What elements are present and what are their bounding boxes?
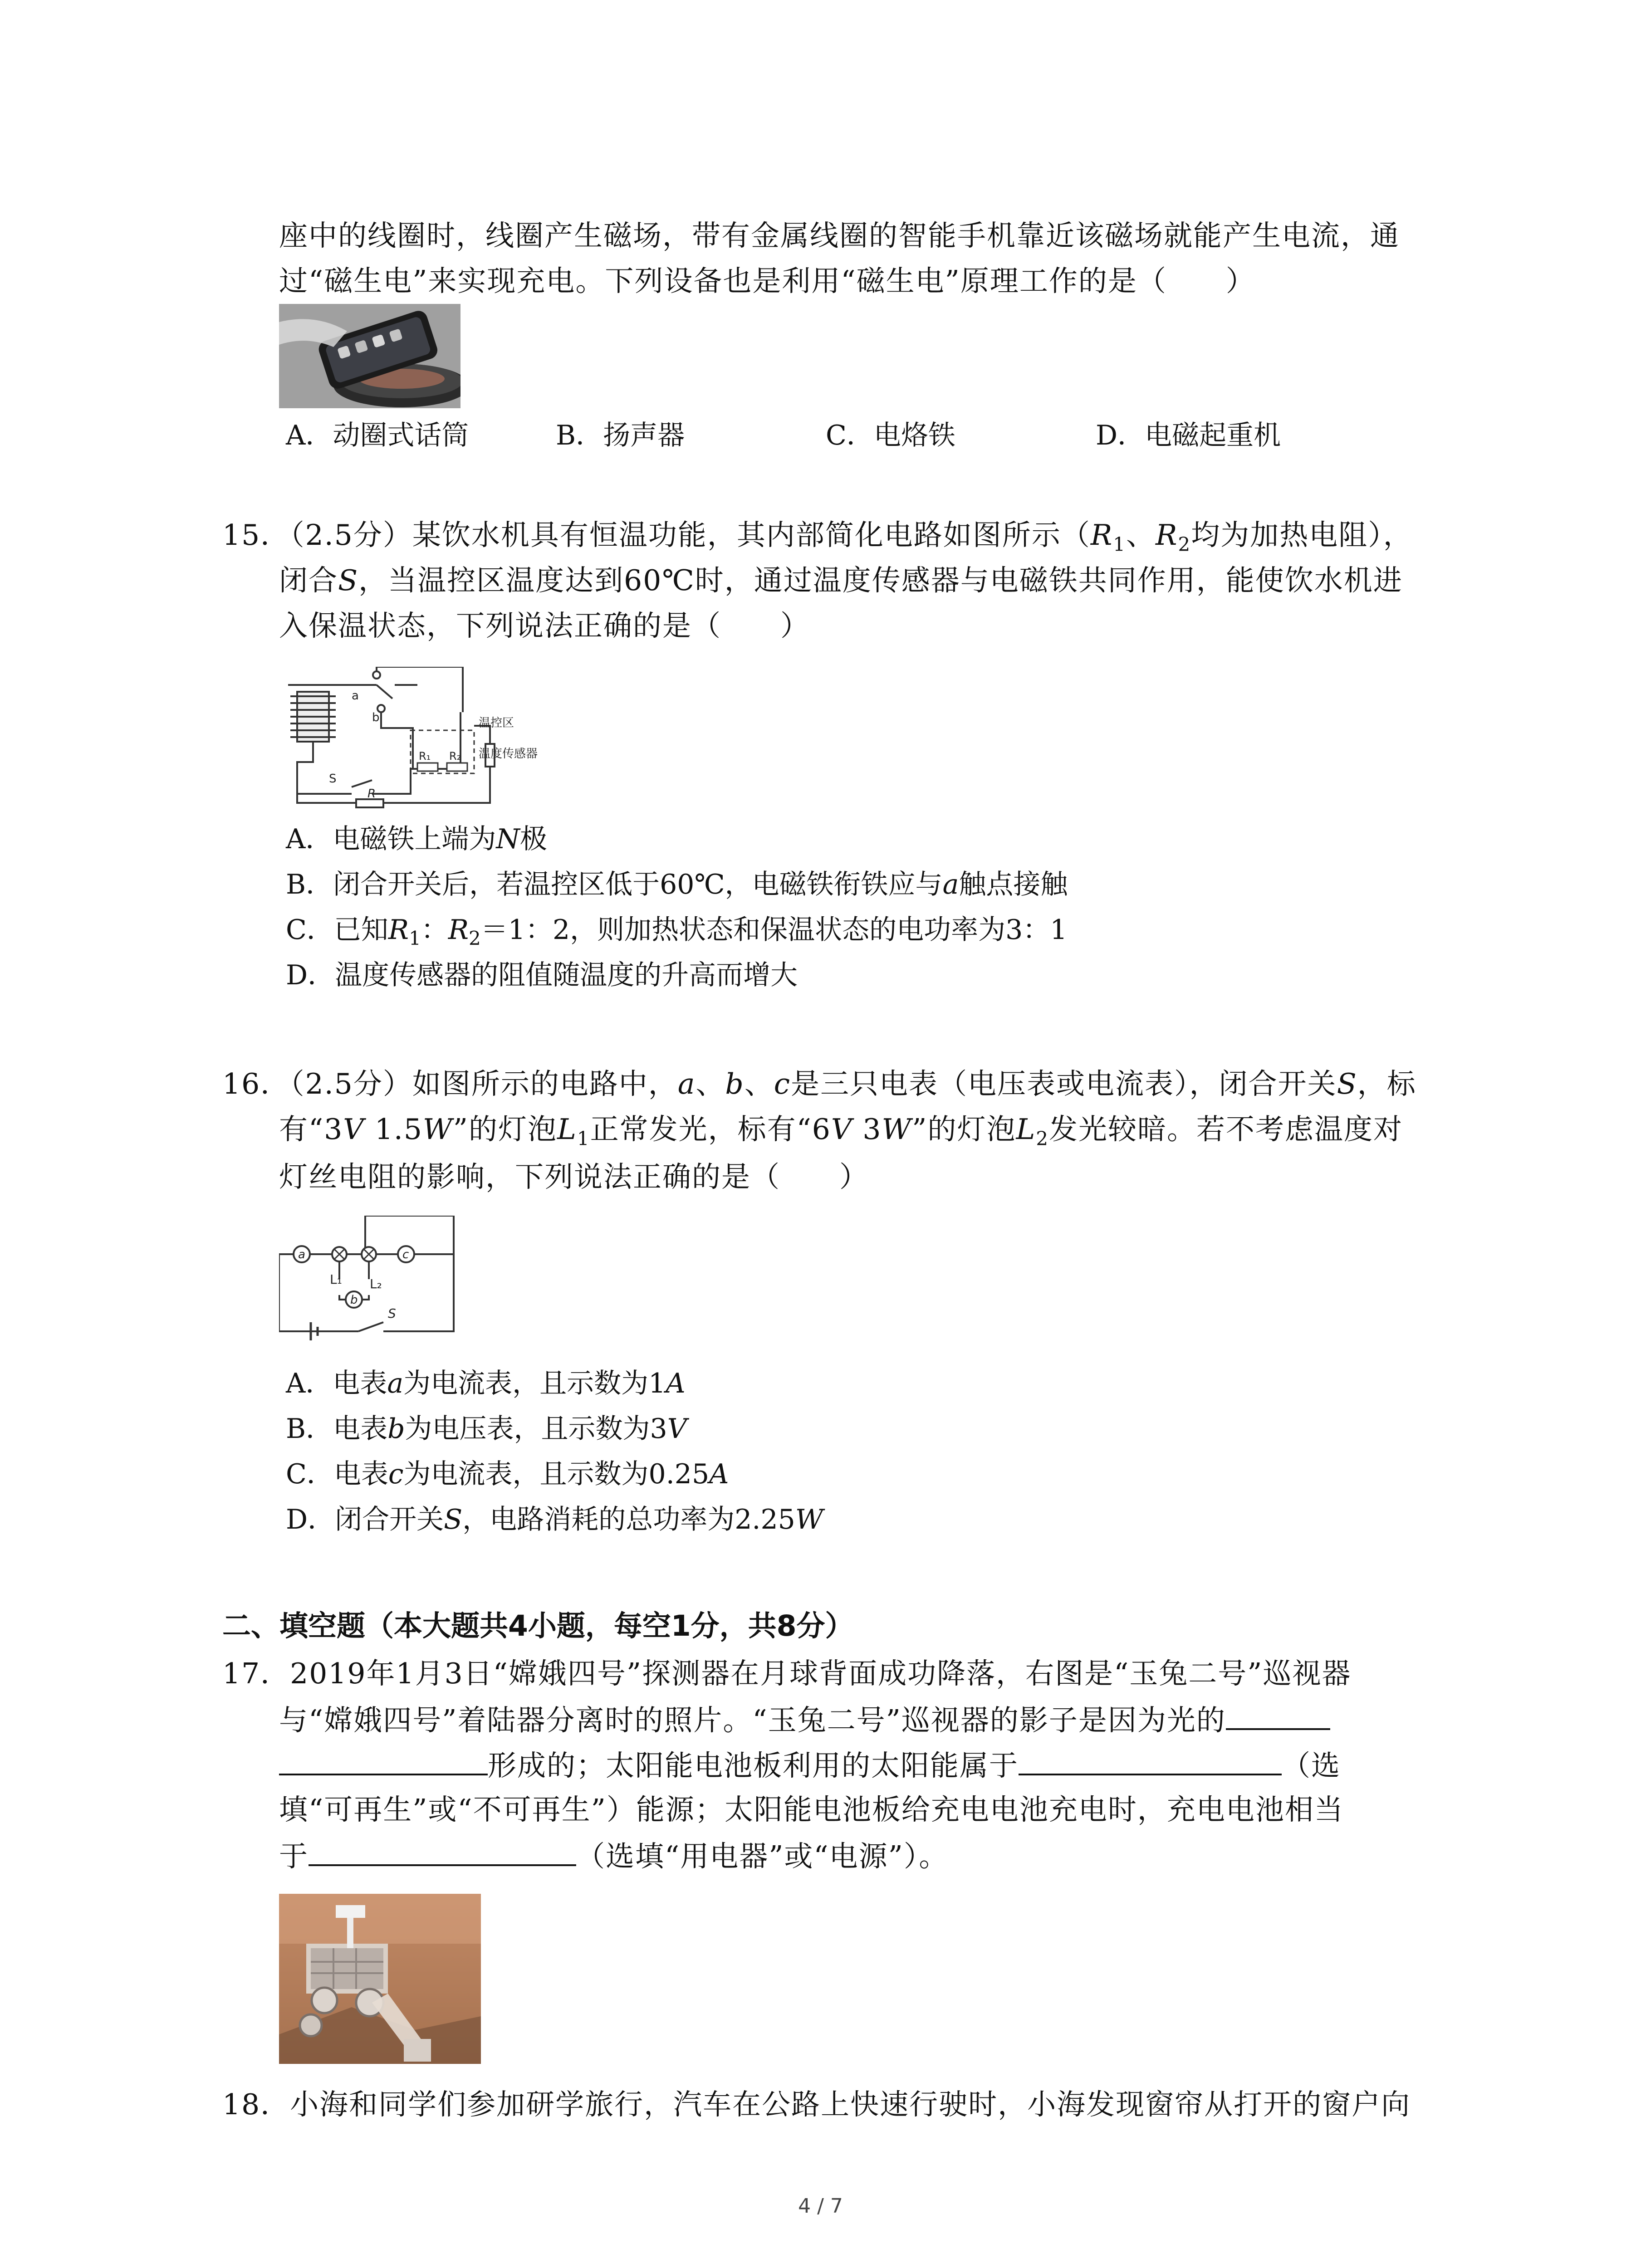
q14-text-line-2: 过“磁生电”来实现充电。下列设备也是利用“磁生电”原理工作的是（ ） — [279, 264, 1255, 298]
q17-text-line-3: 形成的；太阳能电池板利用的太阳能属于 （选 — [279, 1742, 1341, 1789]
section-2-heading: 二、填空题（本大题共4小题，每空1分，共8分） — [222, 1609, 854, 1642]
q15-circuit-diagram — [279, 667, 597, 821]
q15-label-r1: R₁ — [419, 750, 431, 763]
q15-option-c[interactable]: C．已知$R_1$：$R_2=1$：2，则加热状态和保温状态的电功率为3：1 — [286, 914, 1068, 949]
q17-text-line-1: 17．2019年1月3日“嫦娥四号”探测器在月球背面成功降落，右图是“玉兔二号”巡视器 — [222, 1657, 1352, 1690]
q16-meter-a-label: a — [298, 1248, 305, 1261]
q17-text-line-4: 填“可再生”或“不可再生”）能源；太阳能电池板给充电电池充电时，充电电池相当 — [279, 1793, 1344, 1826]
q16-option-b[interactable]: B．电表b为电压表，且示数为3V — [286, 1413, 687, 1445]
q16-option-c[interactable]: C．电表c为电流表，且示数为0.25A — [286, 1458, 729, 1490]
q16-switch-label: S — [388, 1306, 396, 1321]
q14-option-d[interactable]: D．电磁起重机 — [1096, 420, 1281, 451]
q15-label-r: R — [367, 787, 376, 801]
q15-label-zone: 温控区 — [479, 716, 514, 730]
q14-option-a[interactable]: A．动圈式话筒 — [286, 420, 469, 451]
q16-bulb-l2-label: L₂ — [370, 1276, 382, 1291]
q17-blank-1[interactable] — [1226, 1696, 1330, 1730]
q15-label-s: S — [329, 772, 337, 786]
q16-meter-c-label: c — [402, 1248, 409, 1261]
q14-option-c[interactable]: C．电烙铁 — [826, 420, 955, 451]
q17-blank-2[interactable] — [1019, 1742, 1282, 1775]
page-number: 4 / 7 — [798, 2195, 843, 2218]
q15-label-a: a — [352, 689, 359, 703]
q15-text-line-1: 15．（2.5分）某饮水机具有恒温功能，其内部简化电路如图所示（$R_1$、$R_2$均为加热电阻）， — [222, 518, 1413, 556]
q17-blank-3[interactable] — [309, 1833, 576, 1866]
q17-text-line-5: 于 （选填“用电器”或“电源”）。 — [279, 1833, 948, 1879]
q18-text-line-1: 18．小海和同学们参加研学旅行，汽车在公路上快速行驶时，小海发现窗帘从打开的窗户向 — [222, 2088, 1411, 2121]
q16-meter-b-label: b — [350, 1293, 358, 1307]
q15-label-b: b — [372, 711, 380, 724]
q14-option-b[interactable]: B．扬声器 — [556, 420, 685, 451]
q16-bulb-l1-label: L₁ — [330, 1272, 342, 1287]
q14-phone-charger-photo — [279, 304, 460, 408]
q16-option-d[interactable]: D．闭合开关S，电路消耗的总功率为2.25W — [286, 1504, 823, 1535]
q17-blank-1-cont[interactable] — [279, 1742, 488, 1775]
q15-option-d[interactable]: D．温度传感器的阻值随温度的升高而增大 — [286, 959, 798, 991]
q17-rover-photo — [279, 1894, 481, 2064]
q15-text-line-2: 闭合S，当温控区温度达到60℃时，通过温度传感器与电磁铁共同作用，能使饮水机进 — [279, 564, 1403, 597]
q17-text-line-2: 与“嫦娥四号”着陆器分离时的照片。“玉兔二号”巡视器的影子是因为光的 — [279, 1696, 1330, 1743]
q15-text-line-3: 入保温状态，下列说法正确的是（ ） — [279, 609, 810, 642]
q16-text-line-1: 16．（2.5分）如图所示的电路中，a、b、c是三只电表（电压表或电流表），闭合开关S，标 — [222, 1067, 1416, 1100]
q14-text-line-1: 座中的线圈时，线圈产生磁场，带有金属线圈的智能手机靠近该磁场就能产生电流，通 — [279, 219, 1400, 252]
q15-option-b[interactable]: B．闭合开关后，若温控区低于60℃，电磁铁衔铁应与a触点接触 — [286, 869, 1068, 900]
q16-circuit-diagram — [279, 1216, 460, 1352]
q16-text-line-3: 灯丝电阻的影响，下列说法正确的是（ ） — [279, 1160, 869, 1193]
q15-option-a[interactable]: A．电磁铁上端为N极 — [286, 823, 547, 855]
q15-label-r2: R₂ — [449, 750, 461, 763]
q15-label-sensor: 温度传感器 — [479, 747, 538, 761]
q16-option-a[interactable]: A．电表a为电流表，且示数为1A — [286, 1368, 686, 1399]
q16-text-line-2: 有“3V 1.5W”的灯泡$L_1$正常发光，标有“6V 3W”的灯泡$L_2$发光较暗。若不考虑温度对 — [279, 1113, 1403, 1150]
